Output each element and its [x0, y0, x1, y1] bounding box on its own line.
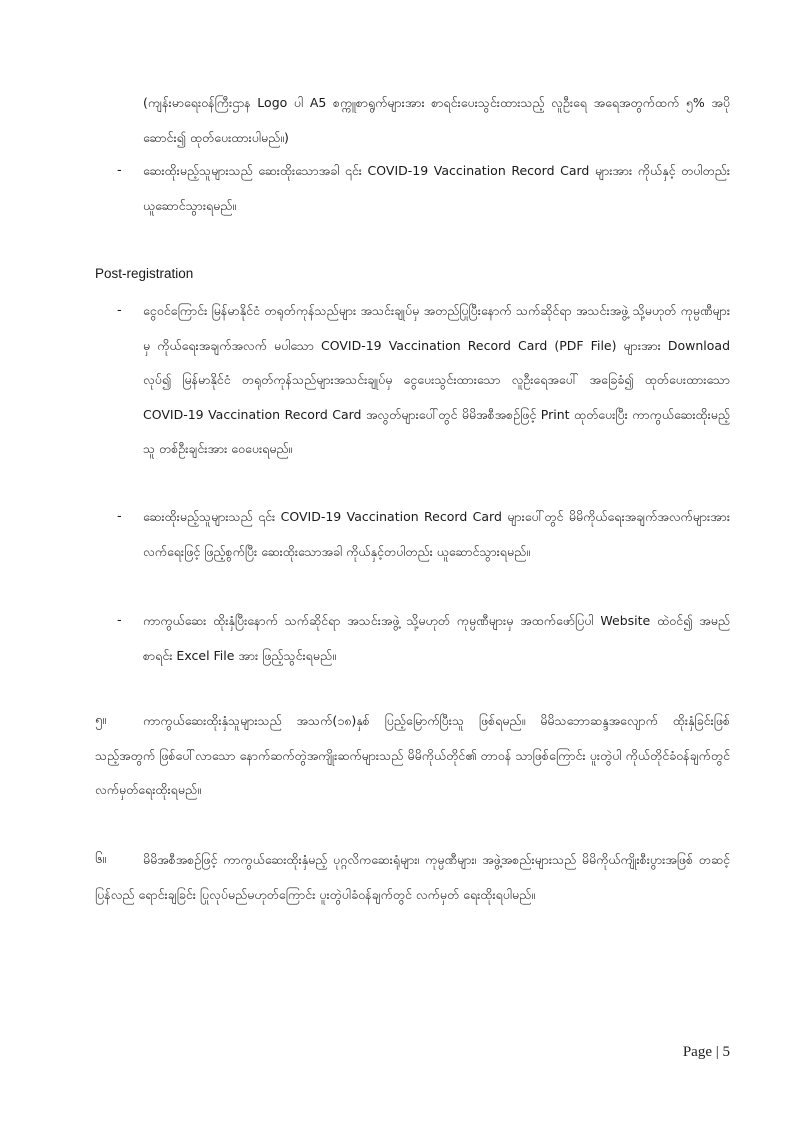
- section-6-number: ၆။: [95, 852, 107, 867]
- section-5-text: ကာကွယ်ဆေးထိုးနှံသူများသည် အသက်(၁၈)နှစ် ပြည့်မြောက်ပြီးသူ ဖြစ်ရမည်။ မိမိသဘောဆန္ဒအလျောက် ထိုးနှံခြင်းဖြစ်သည့်အတွက် ဖြစ်ပေါ်လာသော နောက်ဆက်တွဲအကျိုးဆက်များသည် မိမိကိုယ်တိုင်၏ တာဝန် သာဖြစ်ကြောင်း ပူးတွဲပါ ကိုယ်တိုင်ခံဝန်ချက်တွင် လက်မှတ်ရေးထိုးရမည်။: [95, 713, 730, 797]
- preregistration-bullet1-continuation: (ကျန်းမာရေးဝန်ကြီးဌာန Logo ပါ A5 စက္ကူစာရွက်များအား စာရင်းပေးသွင်းထားသည့် လူဦးရေ အရေအတွက်ထက် ၅% အပိုဆောင်း၍ ထုတ်ပေးထားပါမည်။): [143, 95, 730, 145]
- post-registration-item-3: ကာကွယ်ဆေး ထိုးနှံပြီးနောက် သက်ဆိုင်ရာ အသင်းအဖွဲ့ သို့မဟုတ် ကုမ္ပဏီများမှ အထက်ဖော်ပြပါ Website ထဲဝင်၍ အမည်စာရင်း Excel File အား ဖြည့်သွင်းရမည်။: [143, 613, 730, 663]
- bullet-dash: -: [117, 613, 122, 628]
- bullet-dash: -: [117, 303, 122, 318]
- page-number: Page | 5: [682, 1044, 730, 1060]
- bullet-dash: -: [117, 163, 122, 178]
- post-registration-item-2: ဆေးထိုးမည့်သူများသည် ၎င်း COVID-19 Vaccination Record Card များပေါ်တွင် မိမိကိုယ်ရေးအချက်အလက်များအား လက်ရေးဖြင့် ဖြည့်စွက်ပြီး ဆေးထိုးသောအခါ ကိုယ်နှင့်တပါတည်း ယူဆောင်သွားရမည်။: [143, 509, 730, 559]
- post-registration-heading: Post-registration: [95, 266, 194, 281]
- section-5-number: ၅။: [95, 713, 107, 728]
- section-6-text: မိမိအစီအစဉ်ဖြင့် ကာကွယ်ဆေးထိုးနှံမည့် ပုဂ္ဂလိကဆေးရုံများ၊ ကုမ္ပဏီများ၊ အဖွဲ့အစည်းများသည် မိမိကိုယ်ကျိုးစီးပွားအဖြစ် တဆင့်ပြန်လည် ရောင်းချခြင်း ပြုလုပ်မည်မဟုတ်ကြောင်း ပူးတွဲပါခံဝန်ချက်တွင် လက်မှတ် ရေးထိုးရပါမည်။: [95, 852, 730, 902]
- preregistration-bullet2: ဆေးထိုးမည့်သူများသည် ဆေးထိုးသောအခါ ၎င်း COVID-19 Vaccination Record Card များအား ကိုယ်နှင့် တပါတည်း ယူဆောင်သွားရမည်။: [143, 163, 730, 213]
- bullet-dash: -: [117, 509, 122, 524]
- post-registration-item-1: ငွေဝင်ကြောင်း မြန်မာနိုင်ငံ တရုတ်ကုန်သည်များ အသင်းချုပ်မှ အတည်ပြုပြီးနောက် သက်ဆိုင်ရာ အသင်းအဖွဲ့ သို့မဟုတ် ကုမ္ပဏီများမှ ကိုယ်ရေးအချက်အလက် မပါသော COVID-19 Vaccination Record Card (PDF File) များအား Download လုပ်၍ မြန်မာနိုင်ငံ တရုတ်ကုန်သည်များအသင်းချုပ်မှ ငွေပေးသွင်းထားသော လူဦးရေအပေါ် အခြေခံ၍ ထုတ်ပေးထားသော COVID-19 Vaccination Record Card အလွတ်များပေါ်တွင် မိမိအစီအစဉ်ဖြင့် Print ထုတ်ပေးပြီး ကာကွယ်ဆေးထိုးမည့်သူ တစ်ဦးချင်းအား ဝေပေးရမည်။: [143, 303, 730, 456]
